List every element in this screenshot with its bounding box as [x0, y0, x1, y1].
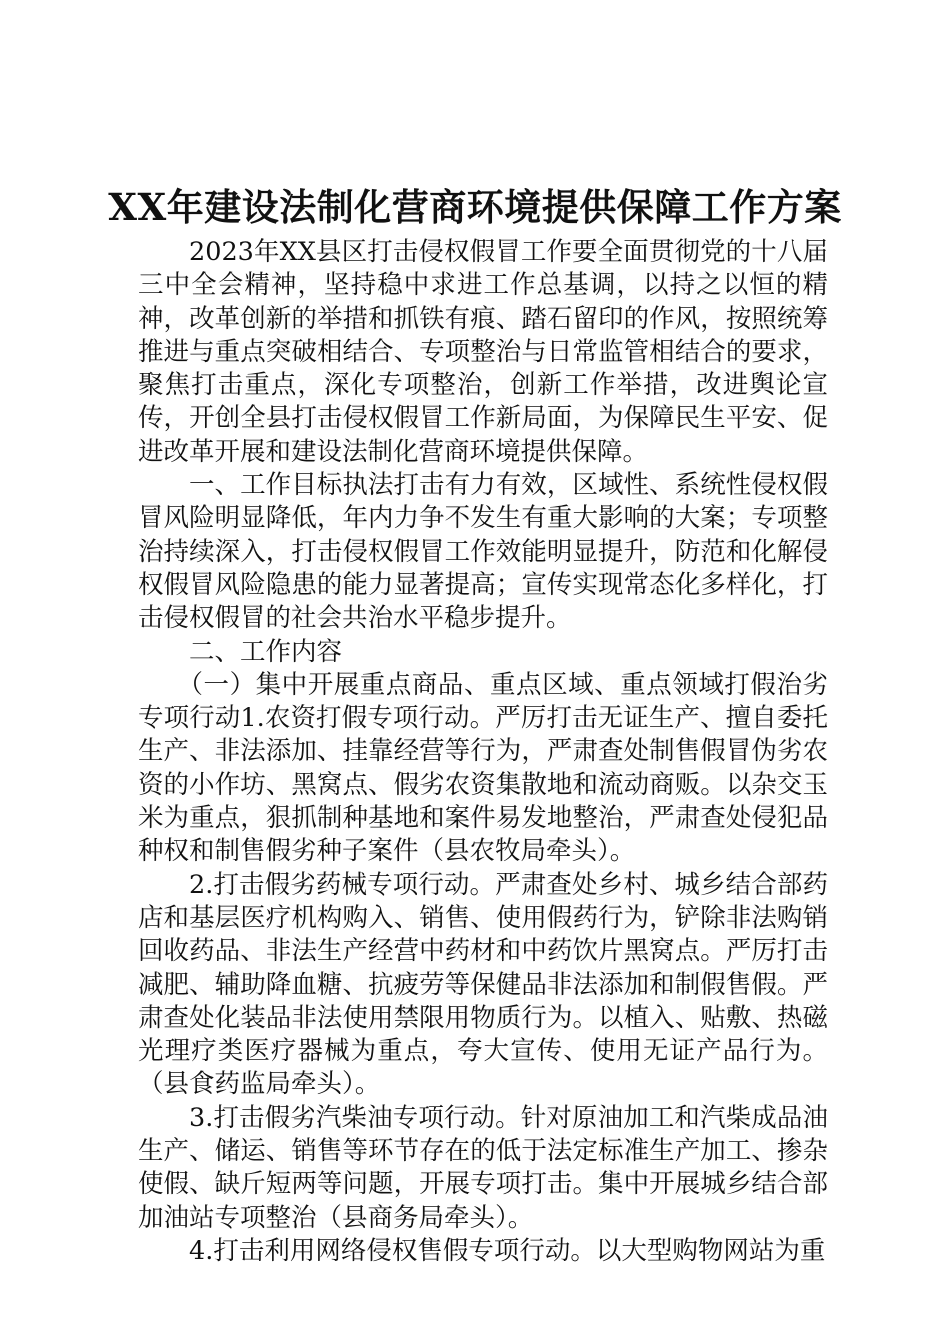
- document-body: [138, 236, 828, 1268]
- paragraph-item-1: （一）集中开展重点商品、重点区域、重点领域打假治劣专项行动1.农资打假专项行动。严厉打击无证生产、擅自委托生产、非法添加、挂靠经营等行为，严肃查处制售假冒伪劣农资的小作坊、黑窝点、假劣农资集散地和流动商贩。以杂交玉米为重点，狠抓制种基地和案件易发地整治，严肃查处侵犯品种权和制售假劣种子案件（县农牧局牵头）。: [138, 669, 828, 867]
- paragraph-goals: 一、工作目标执法打击有力有效，区域性、系统性侵权假冒风险明显降低，年内力争不发生有重大影响的大案；专项整治持续深入，打击侵权假冒工作效能明显提升，防范和化解侵权假冒风险隐患的能力显著提高；宣传实现常态化多样化，打击侵权假冒的社会共治水平稳步提升。: [138, 470, 828, 634]
- document-title: XX年建设法制化营商环境提供保障工作方案: [108, 185, 842, 229]
- paragraph-intro: 2023年XX县区打击侵权假冒工作要全面贯彻党的十八届三中全会精神，坚持稳中求进工作总基调，以持之以恒的精神，改革创新的举措和抓铁有痕、踏石留印的作风，按照统筹推进与重点突破相结合、专项整治与日常监管相结合的要求，聚焦打击重点，深化专项整治，创新工作举措，改进舆论宣传，开创全县打击侵权假冒工作新局面，为保障民生平安、促进改革开展和建设法制化营商环境提供保障。: [138, 237, 828, 467]
- paragraph-item-3: 3.打击假劣汽柴油专项行动。针对原油加工和汽柴成品油生产、储运、销售等环节存在的低于法定标准生产加工、掺杂使假、缺斤短两等问题，开展专项打击。集中开展城乡结合部加油站专项整治（县商务局牵头）。: [138, 1102, 828, 1233]
- paragraph-item-4: 4.打击利用网络侵权售假专项行动。以大型购物网站为重: [189, 1235, 826, 1266]
- section-heading-content: 二、工作内容: [189, 636, 343, 667]
- paragraph-item-2: 2.打击假劣药械专项行动。严肃查处乡村、城乡结合部药店和基层医疗机构购入、销售、使用假药行为，铲除非法购销回收药品、非法生产经营中药材和中药饮片黑窝点。严厉打击减肥、辅助降血糖、抗疲劳等保健品非法添加和制假售假。严肃查处化装品非法使用禁限用物质行为。以植入、贴敷、热磁光理疗类医疗器械为重点，夸大宣传、使用无证产品行为。（县食药监局牵头）。: [138, 869, 828, 1100]
